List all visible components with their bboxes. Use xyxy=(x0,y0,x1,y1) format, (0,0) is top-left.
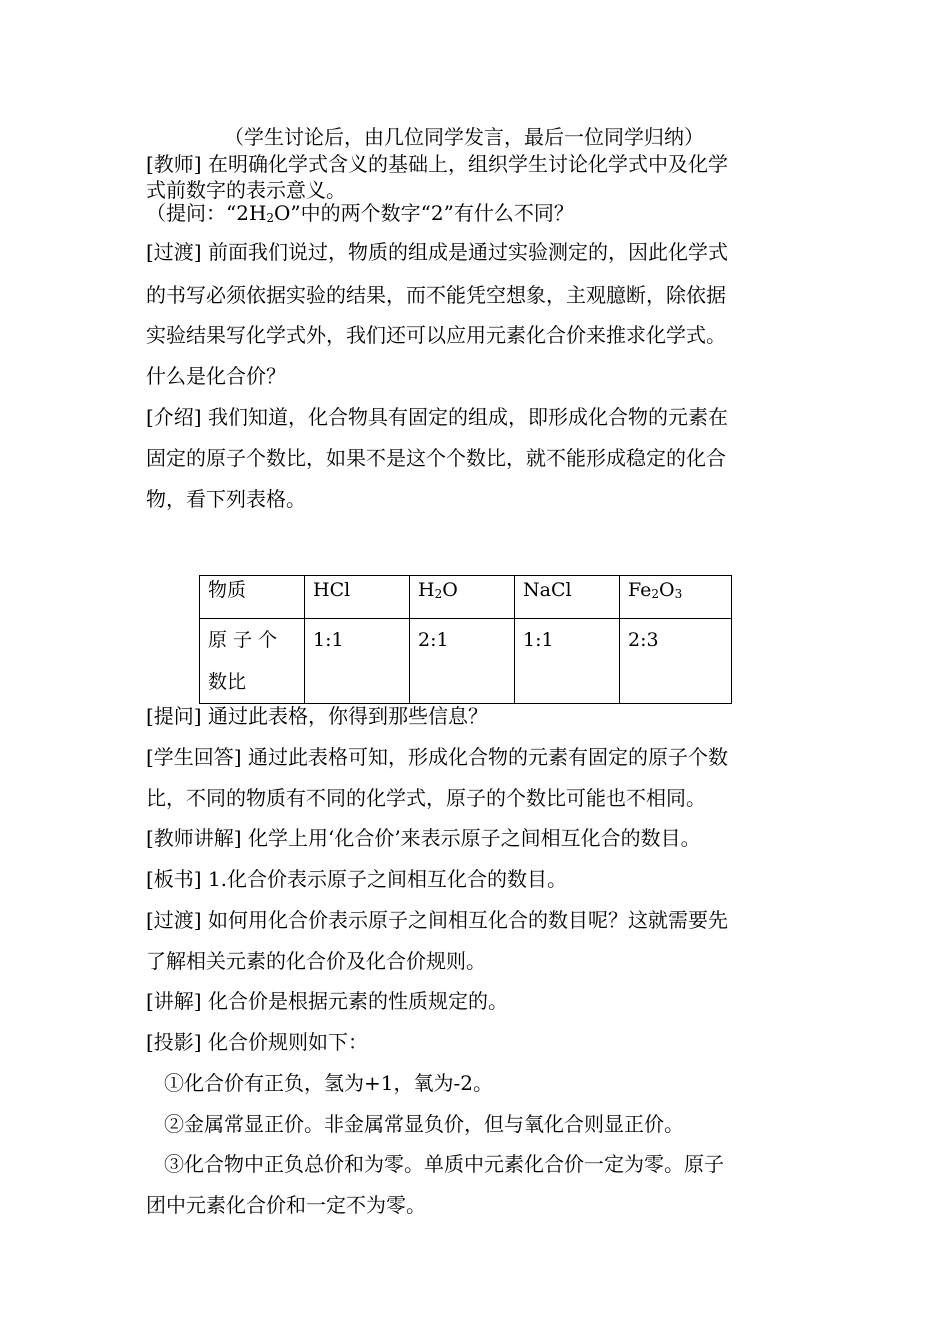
row-label-atom-ratio: 原 子 个 数比 xyxy=(200,619,305,704)
teacher-paragraph-line-2: 式前数字的表示意义。 xyxy=(146,178,346,202)
question-text-a: （提问：“2H xyxy=(146,201,267,225)
transition2-line-1: [过渡] 如何用化合价表示原子之间相互化合的数目呢？这就需要先 xyxy=(146,908,728,932)
table-header-row xyxy=(200,576,732,619)
projection-line: [投影] 化合价规则如下： xyxy=(146,1030,368,1054)
teacher-explain: [教师讲解] 化学上用‘化合价’来表示原子之间相互化合的数目。 xyxy=(146,826,701,850)
question-table-info: [提问] 通过此表格，你得到那些信息？ xyxy=(146,704,488,728)
student-answer-line-2: 比，不同的物质有不同的化学式，原子的个数比可能也不相同。 xyxy=(146,786,706,810)
question-text-b: O”中的两个数字“2”有什么不同？ xyxy=(274,201,574,225)
transition-line-1: [过渡] 前面我们说过，物质的组成是通过实验测定的，因此化学式 xyxy=(146,240,728,264)
header-substance: 物质 xyxy=(200,576,305,619)
question-subscript: 2 xyxy=(266,211,275,225)
discussion-note: （学生讨论后，由几位同学发言，最后一位同学归纳） xyxy=(224,125,704,149)
ratio-nacl: 1:1 xyxy=(515,619,620,704)
rule-2: ②金属常显正价。非金属常显负价，但与氧化合则显正价。 xyxy=(164,1112,684,1136)
table-ratio-row xyxy=(200,619,732,704)
intro-line-3: 物，看下列表格。 xyxy=(146,487,306,511)
ratio-hcl: 1:1 xyxy=(305,619,410,704)
atom-ratio-table xyxy=(199,575,732,704)
ratio-fe2o3: 2:3 xyxy=(620,619,732,704)
ratio-h2o: 2:1 xyxy=(410,619,515,704)
teacher-paragraph-line-1: [教师] 在明确化学式含义的基础上，组织学生讨论化学式中及化学 xyxy=(146,152,728,176)
transition-line-2: 的书写必须依据实验的结果，而不能凭空想象，主观臆断，除依据 xyxy=(146,283,726,307)
rule-3-line-1: ③化合物中正负总价和为零。单质中元素化合价一定为零。原子 xyxy=(164,1152,724,1176)
student-answer-line-1: [学生回答] 通过此表格可知，形成化合物的元素有固定的原子个数 xyxy=(146,745,728,769)
header-fe2o3: $Fe_2O_3$ xyxy=(620,576,732,619)
question-line xyxy=(146,201,574,230)
board-note: [板书] 1.化合价表示原子之间相互化合的数目。 xyxy=(146,867,568,891)
transition-line-4: 什么是化合价？ xyxy=(146,364,286,388)
header-hcl: HCl xyxy=(305,576,410,619)
transition2-line-2: 了解相关元素的化合价及化合价规则。 xyxy=(146,949,486,973)
rule-1: ①化合价有正负，氢为+1，氧为-2。 xyxy=(164,1071,493,1095)
explain-line: [讲解] 化合价是根据元素的性质规定的。 xyxy=(146,989,508,1013)
intro-line-2: 固定的原子个数比，如果不是这个个数比，就不能形成稳定的化合 xyxy=(146,446,726,470)
header-nacl: NaCl xyxy=(515,576,620,619)
rule-3-line-2: 团中元素化合价和一定不为零。 xyxy=(146,1193,426,1217)
header-h2o: $H_2O$ xyxy=(410,576,515,619)
intro-line-1: [介绍] 我们知道，化合物具有固定的组成，即形成化合物的元素在 xyxy=(146,405,728,429)
transition-line-3: 实验结果写化学式外，我们还可以应用元素化合价来推求化学式。 xyxy=(146,323,726,347)
